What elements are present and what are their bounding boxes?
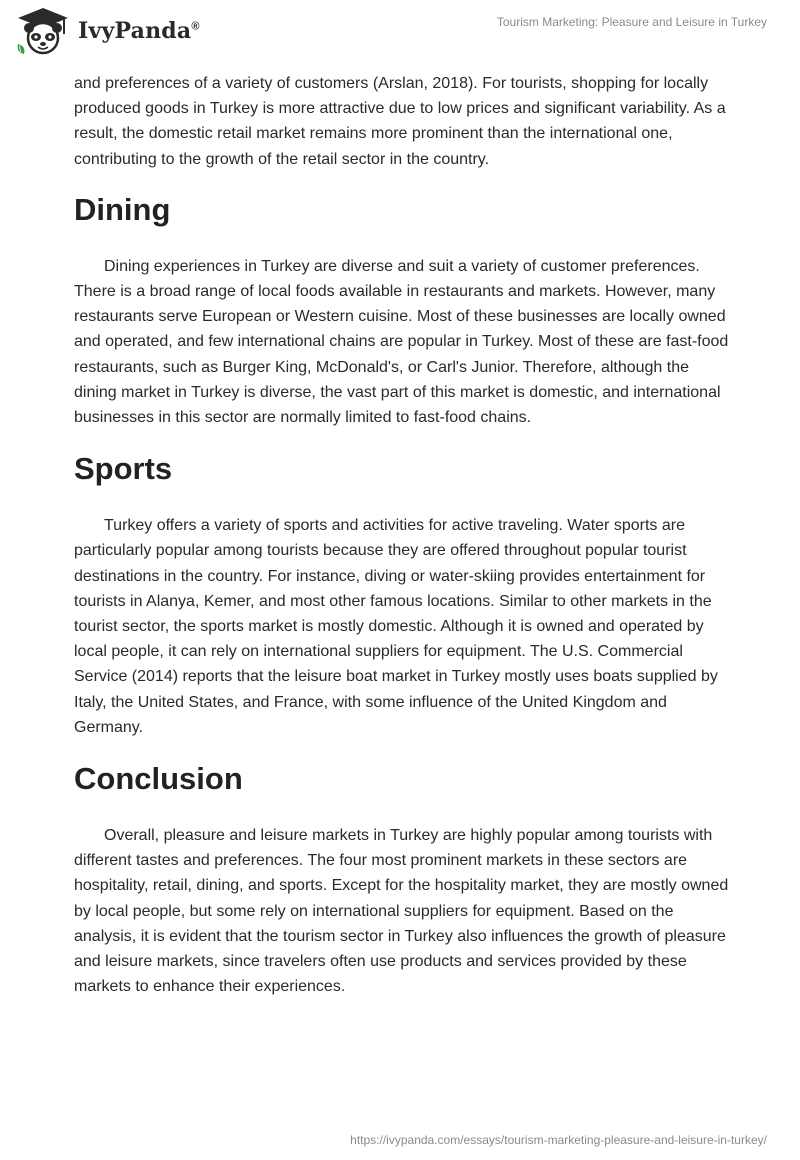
panda-graduate-logo-icon — [14, 6, 72, 56]
section-heading-sports: Sports — [74, 451, 173, 487]
document-title: Tourism Marketing: Pleasure and Leisure in Turkey — [496, 15, 767, 29]
brand-name: IvyPanda® — [78, 18, 200, 44]
source-url[interactable]: https://ivypanda.com/essays/tourism-marketing-pleasure-and-leisure-in-turkey/ — [350, 1133, 767, 1147]
section-paragraph-dining: Dining experiences in Turkey are diverse and suit a variety of customer preferences. There is a broad range of local foods available in restaurants and markets. However, many restaurants serve European or Western cuisine. Most of these businesses are locally owned and operated, and few international chains are popular in Turkey. Most of these are fast-food restaurants, such as Burger King, McDonald's, or Carl's Junior. Therefore, although the dining market in Turkey is diverse, the vast part of this market is domestic, and international businesses in this sector are normally limited to fast-food chains. — [74, 257, 729, 427]
section-paragraph-conclusion: Overall, pleasure and leisure markets in Turkey are highly popular among tourists with different tastes and preferences. The four most prominent markets in these sectors are hospitality, retail, dining, and sports. Except for the hospitality market, they are mostly owned by local people, but some rely on international suppliers for equipment. Based on the analysis, it is evident that the tourism sector in Turkey also influences the growth of pleasure and leisure markets, since travelers often use products and services provided by these markets to enhance their experiences. — [74, 827, 729, 996]
page-header — [0, 0, 800, 70]
section-heading-dining: Dining — [74, 191, 171, 227]
essay-body — [74, 71, 734, 999]
section-paragraph-sports: Turkey offers a variety of sports and activities for active traveling. Water sports are particularly popular among tourists because they are offered throughout popular tourist destinations in the country. For instance, diving or water-skiing provides entertainment for tourists in Alanya, Kemer, and most other famous locations. Similar to other markets in the tourist sector, the sports market is mostly domestic. Although it is owned and operated by local people, it can rely on international suppliers for equipment. The U.S. Commercial Service (2014) reports that the leisure boat market in Turkey mostly uses boats supplied by Italy, the United States, and France, with some influence of the United Kingdom and Germany. — [74, 517, 718, 736]
ivypanda-logo[interactable] — [14, 6, 200, 56]
intro-paragraph: and preferences of a variety of customers (Arslan, 2018). For tourists, shopping for locally produced goods in Turkey is more attractive due to low prices and significant variability. As a result, the domestic retail market remains more prominent than the international one, contributing to the growth of the retail sector in the country. — [74, 75, 726, 168]
section-heading-conclusion: Conclusion — [74, 761, 243, 797]
